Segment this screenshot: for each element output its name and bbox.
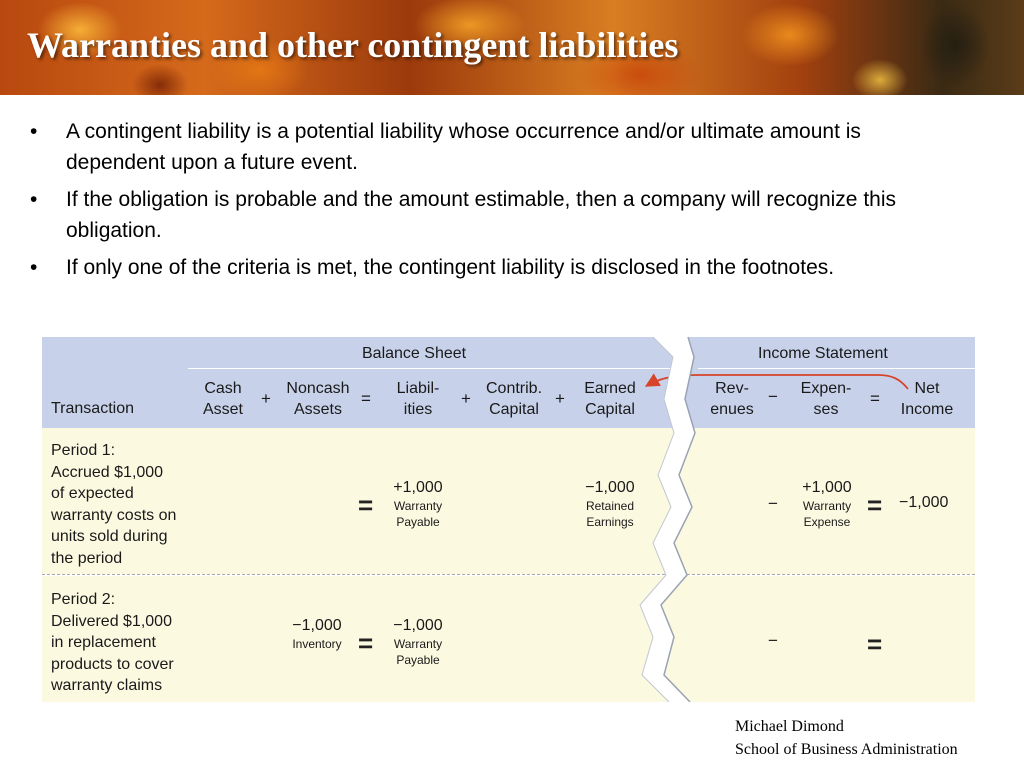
earned-capital-account: Retained Earnings (585, 499, 635, 529)
revenues-header: Rev- enues (710, 380, 754, 418)
slide-footer (735, 715, 958, 761)
torn-page-divider (42, 337, 975, 702)
plus-operator: + (461, 389, 471, 408)
bullet-marker: • (30, 188, 38, 211)
financial-effects-table (42, 337, 975, 702)
expenses-value: +1,000 (802, 479, 852, 496)
equals-operator: = (358, 490, 374, 520)
bullet-marker: • (30, 120, 38, 143)
expenses-account: Warranty Expense (802, 499, 852, 529)
equals-operator: = (867, 490, 883, 520)
bullet-text: If the obligation is probable and the amount estimable, then a company will recognize this obligation. (66, 188, 896, 242)
liabilities-value: −1,000 (393, 617, 443, 634)
bullet-list (26, 116, 956, 289)
bullet-item (26, 184, 956, 246)
transaction-description-period-2: Period 2: Delivered $1,000 in replacement products to cover warranty claims (51, 591, 174, 694)
liabilities-account: Warranty Payable (393, 499, 443, 529)
net-income-header: Net Income (900, 380, 954, 418)
minus-operator: − (768, 631, 778, 650)
earned-capital-header: Earned Capital (584, 380, 636, 418)
slide-title: Warranties and other contingent liabilities (27, 25, 679, 65)
school-name: School of Business Administration (735, 741, 958, 758)
liabilities-value: +1,000 (393, 479, 443, 496)
equals-operator: = (867, 629, 883, 659)
cash-asset-header: Cash Asset (202, 380, 243, 418)
transaction-description-period-1: Period 1: Accrued $1,000 of expected warranty costs on units sold during the period (51, 442, 177, 567)
equals-operator: = (361, 389, 371, 408)
bullet-item (26, 252, 956, 283)
bullet-text: If only one of the criteria is met, the contingent liability is disclosed in the footnotes. (66, 256, 835, 279)
noncash-assets-header: Noncash Assets (286, 380, 350, 418)
minus-operator: − (768, 494, 778, 513)
earned-capital-value: −1,000 (585, 479, 635, 496)
author-name: Michael Dimond (735, 718, 844, 735)
title-banner (0, 0, 1024, 95)
plus-operator: + (261, 389, 271, 408)
bullet-item (26, 116, 956, 178)
liabilities-account: Warranty Payable (393, 637, 443, 667)
minus-operator: − (768, 387, 778, 406)
equals-operator: = (358, 628, 374, 658)
net-income-value: −1,000 (899, 494, 949, 511)
plus-operator: + (555, 389, 565, 408)
expenses-header: Expen- ses (800, 380, 852, 418)
bullet-text: A contingent liability is a potential liability whose occurrence and/or ultimate amount is dependent upon a future event. (66, 120, 861, 174)
bullet-marker: • (30, 256, 38, 279)
liabilities-header: Liabil- ities (396, 380, 440, 418)
equals-operator: = (870, 389, 880, 408)
transaction-column-header: Transaction (51, 400, 134, 417)
balance-sheet-heading: Balance Sheet (362, 345, 467, 362)
noncash-assets-account: Inventory (292, 637, 342, 651)
income-statement-heading: Income Statement (758, 345, 888, 362)
noncash-assets-value: −1,000 (292, 617, 342, 634)
contrib-capital-header: Contrib. Capital (485, 380, 543, 418)
